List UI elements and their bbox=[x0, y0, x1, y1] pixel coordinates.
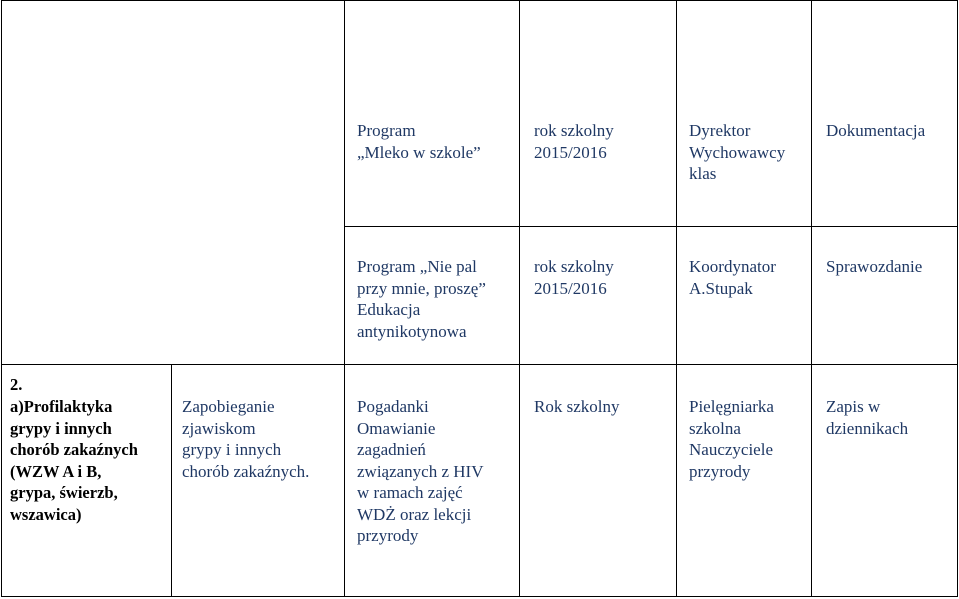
row2-program-name: Program „Nie pal przy mnie, proszę” Edukacja antynikotynowa bbox=[357, 257, 486, 341]
row-divider-1 bbox=[344, 226, 958, 227]
row3-responsible: Pielęgniarka szkolna Nauczyciele przyrody bbox=[689, 397, 774, 481]
table-border-right bbox=[957, 0, 958, 597]
table-border-bottom bbox=[1, 596, 958, 597]
row3-school-year: Rok szkolny bbox=[534, 397, 620, 416]
row1-documentation: Dokumentacja bbox=[826, 121, 926, 140]
row1-school-year: rok szkolny 2015/2016 bbox=[534, 121, 614, 162]
col-divider-3 bbox=[519, 0, 520, 597]
table-border-top bbox=[1, 0, 958, 1]
row1-program-name: Program „Mleko w szkole” bbox=[357, 121, 481, 162]
col-divider-5 bbox=[811, 0, 812, 597]
row1-responsible: Dyrektor Wychowawcy klas bbox=[689, 121, 786, 183]
row2-documentation: Sprawozdanie bbox=[826, 257, 923, 276]
row-divider-2 bbox=[1, 364, 958, 365]
row3-item-number: 2. bbox=[10, 375, 23, 394]
row2-responsible: Koordynator A.Stupak bbox=[689, 257, 776, 298]
col-divider-1 bbox=[171, 364, 172, 596]
col-divider-4 bbox=[676, 0, 677, 597]
table-border-left bbox=[1, 0, 2, 597]
row3-task-title: a)Profilaktyka grypy i innych chorób zakaźnych (WZW A i B, grypa, świerzb, wszawica) bbox=[10, 397, 138, 524]
row3-documentation: Zapis w dziennikach bbox=[826, 397, 909, 438]
document-table bbox=[1, 0, 958, 597]
col-divider-2 bbox=[344, 0, 345, 597]
row2-school-year: rok szkolny 2015/2016 bbox=[534, 257, 614, 298]
row3-goal: Zapobieganie zjawiskom grypy i innych chorób zakaźnych. bbox=[182, 397, 310, 481]
row3-methods: Pogadanki Omawianie zagadnień związanych z HIV w ramach zajęć WDŻ oraz lekcji przyrody bbox=[357, 397, 484, 545]
